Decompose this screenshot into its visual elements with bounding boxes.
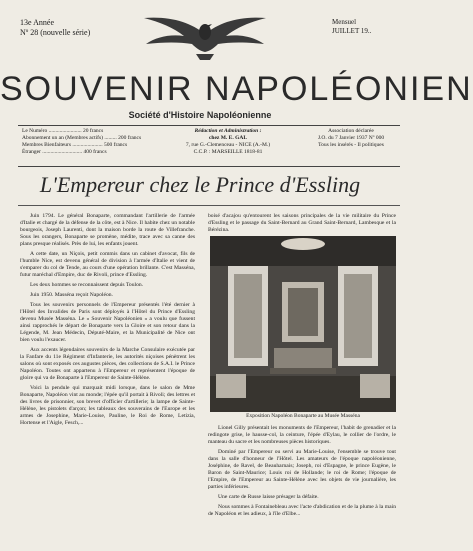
museum-interior-illustration (210, 236, 396, 412)
periodicity: Mensuel (332, 18, 357, 26)
issue-info (20, 18, 90, 38)
museum-photo (210, 236, 396, 412)
article-right-column (208, 425, 396, 521)
editorial-line: 7, rue G.-Clemenceau - NICE (A.-M.) (185, 142, 271, 148)
editorial-line: chez M. E. GAL (208, 135, 248, 141)
masthead (0, 0, 400, 80)
editorial-line: C.C.P. : MARSEILLE 1818-81 (193, 149, 263, 155)
subscription-line: Étranger ............................. 400 francs (22, 149, 107, 155)
association-line: Tous les insérés - Il politiques (318, 142, 384, 148)
article-right-intro (208, 213, 396, 234)
subscription-line: Abonnement un an (Membres actifs) ......... 200 francs (22, 135, 142, 141)
article-paragraph: Une carte de Russe laisse présager la défaite. (218, 494, 319, 500)
association-info (304, 128, 398, 149)
issue-number: Nº 28 (nouvelle série) (20, 28, 91, 37)
editorial-office (168, 128, 288, 156)
issue-month: JUILLET 19.. (332, 27, 372, 35)
association-line: Association déclarée (328, 128, 374, 134)
article-paragraph: Dominé par l'Empereur ou servi au Marie-Louise, l'ensemble se trouve tout dans la salle d'honneur de l'Hôtel. Les amateurs de l'époque napoléonienne, Joséphine, de Ravel, de Beauharnais; Joseph, roi d'Espagne, le prince Eugène, le Baron de Saint-Maurice; Louis roi de Hollande; le roi de Rome; l'époque de l'Empire, de l'Empereur au Sainte-Hélène avec les objets de vie journalière, les parties inférieures. (208, 449, 396, 490)
article-paragraph: Tous les souvenirs personnels de l'Empereur présentés l'été dernier à l'Hôtel des Invalides de Paris sont déployés à l'Hôtel du Prince d'Essling devenu Musée Masséna. Le « Souvenir Napoléonien » a voulu que fussent ainsi rapprochés le départ de Bonaparte vers la Gloire et son retour dans la Légende, M. Jean Médecin, Député-Maire, et la Municipalité de Nice ont bien voulu l'exaucer. (20, 302, 195, 343)
article-left-column (20, 213, 195, 430)
headline-rule (18, 205, 400, 206)
subscription-line: Le Numéro ........................ 20 francs (22, 128, 104, 134)
subscription-line: Membres Bienfaiteurs ...................... 500 francs (22, 142, 128, 148)
article-paragraph: A cette date, un Niçois, petit commis dans un cabinet d'avocat, fils de l'humble Nice, est devenu général de division à l'armée d'Italie et vient de s'emparer du col de Tende, au cours d'une opération brillante. C'est Masséna, futur maréchal d'Empire, duc de Rivoli, prince d'Essling. (20, 251, 195, 278)
newspaper-title: SOUVENIR NAPOLÉONIEN (0, 70, 473, 108)
article-paragraph: Aux accents légendaires souvenirs de la Marche Consulaire exécutée par la Fanfare du 11e Régiment d'Infanterie, les autorités niçoises pénètrent les salons où sont exposés ces augustes pièces, des collections de S.A.I. le Prince Napoléon. Toutes ont appartenu à l'Empereur et représentent l'époque de gloire qui va de Bonaparte à l'Empereur de Sainte-Hélène. (20, 347, 195, 381)
association-line: J.O. du 7 Janvier 1937 Nº 000 (317, 135, 385, 141)
issue-date (332, 18, 394, 36)
article-paragraph: boisé d'acajou qu'entourent les saisons principales de la vie militaire du Prince d'Essling et le passage du Saint-Bernard au Grand Saint-Bernard, Lambesque et la Bérézina. (208, 213, 396, 233)
article-headline: L'Empereur chez le Prince d'Essling (39, 172, 361, 197)
article-paragraph: Les deux hommes se reconnaissent depuis Toulon. (30, 282, 144, 288)
photo-caption: Exposition Napoléon Bonaparte au Musée Masséna (246, 413, 360, 419)
subscription-rates (22, 128, 142, 156)
article-paragraph: Lionel Gilly présentait les monuments de l'Empereur, l'habit de grenadier et la redingote grise, le hausse-col, la ceinture, l'épée d'Eylau, le collier de l'ordre, le manteau du sacre et les nombreuses pièces historiques. (208, 425, 396, 445)
article-paragraph: Nous sommes à Fontainebleau avec l'acte d'abdication et de la plume à la main de Napoléon et les adieux, à l'île d'Elbe... (208, 504, 396, 517)
imperial-eagle-icon (140, 4, 270, 64)
editorial-line: Rédaction et Administration : (194, 128, 262, 134)
issue-year: 13e Année (20, 18, 54, 27)
article-paragraph: Juin 1794. Le général Bonaparte, commandant l'artillerie de l'armée d'Italie et chargé de la défense de la côte, est à Nice. Il habite chez un notable bourgeois, Joseph Laurenti, dont la maison borde la route de Villefranche. Sous les orangers, Bonaparte se promène, médite, trace avec sa canne des plans presque réalisés. Près de lui, les enfants jouent. (20, 213, 195, 247)
article-paragraph: Juin 1950. Masséna reçoit Napoléon. (30, 292, 113, 298)
newspaper-subtitle: Société d'Histoire Napoléonienne (128, 110, 272, 120)
article-paragraph: Voici la pendule qui marquait midi lorsque, dans le salon de Mme Bonaparte, Napoléon vint au monde; l'épée qu'il portait à Rivoli; des lettres et des livres de prisonnier, son brevet d'officier d'artillerie; la lampe de Sainte-Hélène, les pistolets d'arçon; les tableaux des souverains de l'Europe et les armes de Josephine, Marie-Louise, Pauline, le Roi de Rome, Letizia, Hortense et l'Aigle, Fesch,... (20, 385, 195, 426)
info-band (18, 125, 400, 167)
